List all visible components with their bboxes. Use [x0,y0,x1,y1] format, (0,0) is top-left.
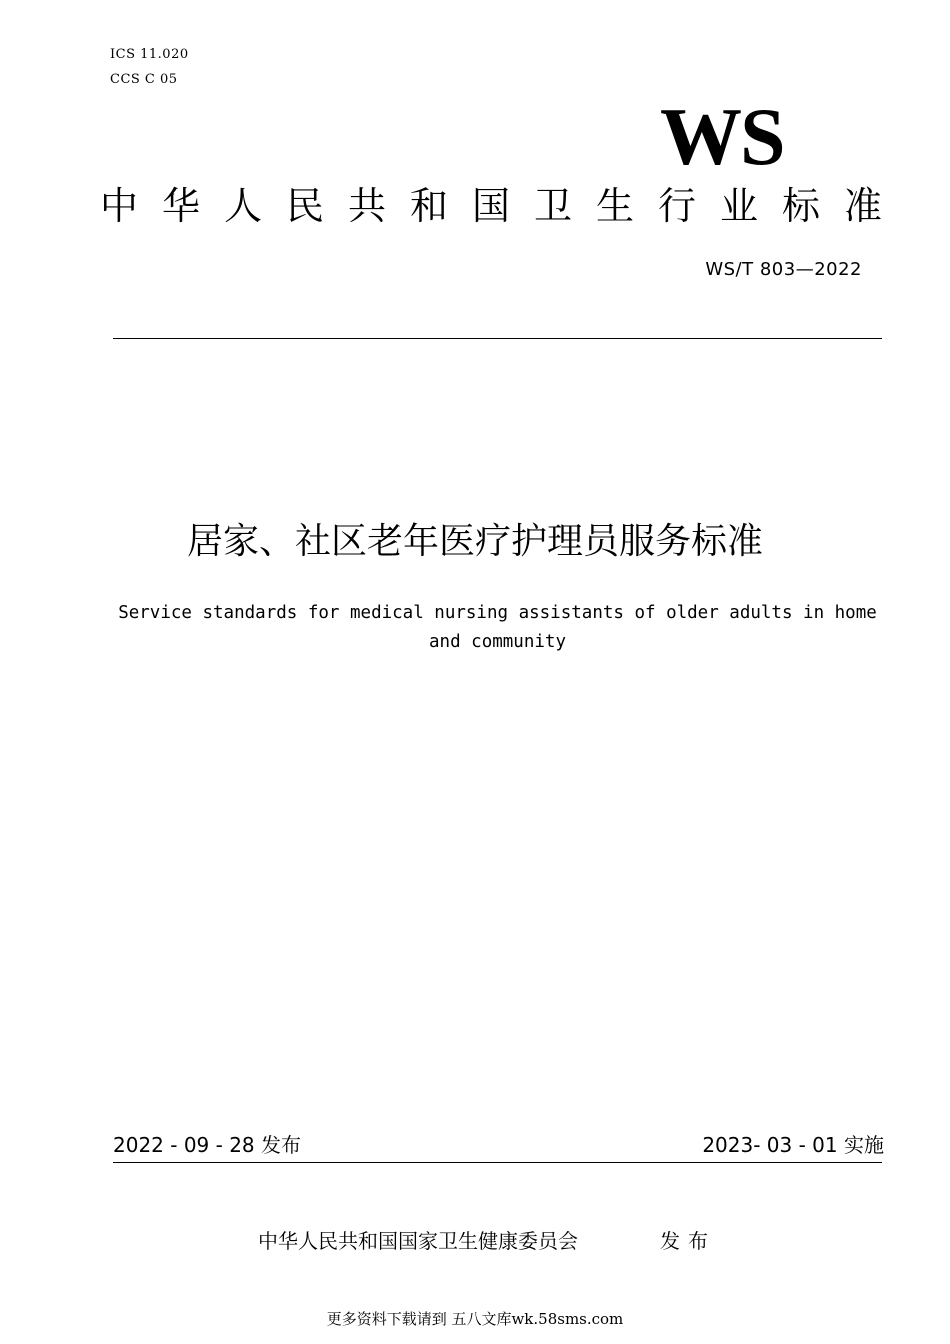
ics-code: ICS 11.020 [110,47,189,62]
ws-logo: WS [660,91,784,182]
document-title-chinese: 居家、社区老年医疗护理员服务标准 [186,521,763,562]
issue-date: 2022 - 09 - 28 发布 [113,1133,302,1157]
issuer-name: 中华人民共和国国家卫生健康委员会 [258,1229,578,1253]
footer-download-note: 更多资料下载请到 五八文库wk.58sms.com [326,1310,624,1328]
issuer-action: 发布 [660,1229,716,1253]
standard-body-title: 中华人民共和国卫生行业标准 [100,184,907,228]
top-divider [113,338,882,339]
ccs-code: CCS C 05 [110,72,178,87]
implementation-date: 2023- 03 - 01 实施 [702,1133,884,1157]
bottom-divider [113,1162,882,1163]
standard-number: WS/T 803—2022 [705,259,862,280]
document-title-english: Service standards for medical nursing assistants of older adults in home and community [118,603,877,652]
